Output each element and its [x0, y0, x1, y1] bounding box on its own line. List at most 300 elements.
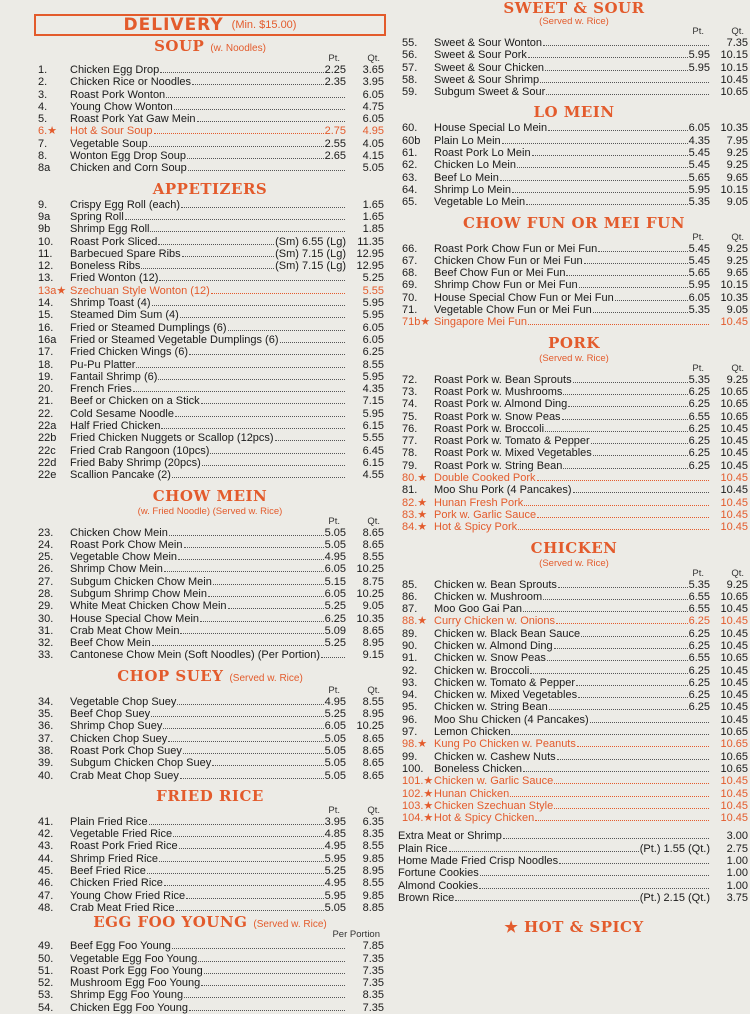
section-title: LO MEIN: [533, 103, 615, 122]
item-name: Roast Pork w. String Bean: [434, 459, 563, 472]
item-number: 97.: [402, 726, 418, 739]
item-price-quart: 7.35: [726, 37, 748, 49]
item-name: Chicken w. Bean Sprouts: [434, 578, 557, 591]
section-title: SOUP: [154, 37, 205, 55]
item-number: 92.: [402, 664, 418, 677]
menu-item-row: [34, 371, 386, 383]
item-number: 40.: [38, 769, 54, 782]
item-number: 29.: [38, 600, 54, 613]
item-price-quart: 10.15: [720, 183, 748, 196]
item-number: 57.: [402, 61, 418, 74]
item-price-quart: 10.45: [720, 639, 748, 652]
item-name: House Special Chow Fun or Mei Fun: [434, 291, 614, 304]
dot-leader: [548, 123, 687, 131]
section-title: FRIED RICE: [156, 786, 264, 805]
item-price-quart: 10.65: [720, 410, 748, 423]
item-name: House Special Lo Mein: [434, 122, 548, 135]
item-number: 67.: [402, 254, 418, 267]
price-column-headers: [398, 233, 750, 243]
section-lo-mein: [398, 102, 750, 208]
item-name: Roast Pork Chow Mein: [70, 538, 183, 551]
item-price-quart: 6.15: [362, 456, 384, 469]
section-note: (w. Fried Noodle) (Served w. Rice): [137, 505, 283, 517]
item-price-quart: 6.45: [362, 444, 384, 457]
menu-item-row: [34, 877, 386, 889]
item-name: Young Chow Wonton: [70, 100, 173, 113]
item-number: 27.: [38, 575, 54, 588]
item-number: 65.: [402, 196, 418, 209]
section-heading: [398, 213, 750, 233]
dot-leader: [181, 200, 345, 208]
item-name: Fried Crab Rangoon (10pcs): [70, 444, 210, 457]
item-price-quart: 6.35: [362, 815, 384, 828]
menu-item-row: [34, 125, 386, 137]
item-name: Shrimp Chow Mein: [70, 563, 163, 576]
item-name: Chicken and Corn Soup: [70, 162, 187, 175]
item-price-quart: 10.35: [720, 122, 748, 135]
menu-item-row: [34, 346, 386, 358]
item-number: 35.: [38, 708, 54, 721]
item-name: Shrimp Chop Suey: [70, 720, 163, 733]
item-name: Scallion Pancake (2): [70, 469, 171, 482]
item-number: 9.: [38, 198, 48, 211]
item-price-quart: 4.05: [362, 137, 384, 150]
item-price-quart: 8.65: [362, 624, 384, 637]
item-number: 89.: [402, 627, 418, 640]
item-name: Cold Sesame Noodle: [70, 407, 174, 420]
menu-item-row: [34, 89, 386, 101]
item-name: Moo Shu Pork (4 Pancakes): [434, 484, 572, 497]
dot-leader: [578, 690, 687, 698]
section-note: (Served w. Rice): [229, 672, 303, 684]
item-price-quart: 10.45: [720, 713, 748, 726]
menu-item-row: [398, 738, 750, 750]
menu-item-row: [34, 260, 386, 272]
menu-column-left: [34, 14, 386, 1014]
item-price-quart: 8.55: [362, 358, 384, 371]
item-price-quart: 8.65: [362, 757, 384, 770]
item-number: 24.: [38, 538, 54, 551]
item-number: 76.: [402, 422, 418, 435]
item-number: 8a: [38, 162, 51, 175]
item-name: Almond Cookies: [398, 879, 479, 892]
menu-item-row: [34, 272, 386, 284]
item-name: Roast Pork w. Mixed Vegetables: [434, 447, 592, 460]
item-name: Hot & Spicy Pork: [434, 521, 518, 534]
item-number: 87.: [402, 603, 418, 616]
item-price-quart: 10.45: [720, 812, 748, 825]
dot-leader: [174, 102, 345, 110]
item-price-quart: 7.35: [362, 1001, 384, 1014]
item-number: 22a: [38, 420, 57, 433]
item-name: Mushroom Egg Foo Young: [70, 977, 201, 990]
item-price-quart: 11.35: [357, 235, 384, 248]
item-name: Hunan Fresh Pork: [434, 496, 524, 509]
menu-item-row: [34, 101, 386, 113]
item-price-quart: 7.85: [362, 940, 384, 953]
dot-leader: [212, 758, 323, 766]
menu-item-row: [34, 199, 386, 211]
item-price-quart: 2.75: [726, 842, 748, 855]
menu-item-row: [398, 484, 750, 496]
dot-leader: [179, 841, 324, 849]
section-title: APPETIZERS: [152, 179, 268, 198]
dot-leader: [615, 293, 688, 301]
menu-item-row: [34, 457, 386, 469]
dot-leader: [591, 436, 688, 444]
menu-item-row: [398, 386, 750, 398]
menu-item-row: [34, 1002, 386, 1014]
dot-leader: [186, 891, 323, 899]
dot-leader: [545, 63, 688, 71]
section-heading: [398, 333, 750, 353]
menu-item-row: [398, 843, 750, 855]
item-number: 51.: [38, 964, 54, 977]
item-price-quart: 5.95: [362, 407, 384, 420]
item-price-quart: 9.65: [726, 267, 748, 280]
item-name: Roast Pork Fried Rice: [70, 840, 178, 853]
menu-item-row: [398, 628, 750, 640]
menu-item-row: [398, 304, 750, 316]
item-number: 62.: [402, 159, 418, 172]
header-pint: Pt.: [328, 515, 340, 527]
item-price-pint: 4.95: [324, 551, 346, 564]
menu-item-row: [398, 652, 750, 664]
section-note: (Served w. Rice): [539, 352, 609, 364]
item-name: Chicken Chop Suey: [70, 732, 168, 745]
item-number: 33.: [38, 649, 54, 662]
dot-leader: [172, 470, 345, 478]
dot-leader: [204, 966, 345, 974]
item-name: Cantonese Chow Mein (Soft Noodles) (Per Portion): [70, 649, 321, 662]
header-pint: Pt.: [692, 362, 704, 374]
item-name: Chicken Rice or Noodles: [70, 76, 192, 89]
item-price-quart: 10.45: [720, 447, 748, 460]
item-price-pint: 5.09: [324, 624, 346, 637]
item-price-quart: 10.25: [356, 587, 384, 600]
item-name: Roast Pork w. Mushrooms: [434, 385, 563, 398]
item-number: 91.: [402, 652, 418, 665]
section-title: CHOW MEIN: [152, 486, 268, 505]
item-price-quart: 9.85: [362, 889, 384, 902]
item-name: Beef Egg Foo Young: [70, 940, 171, 953]
item-price-quart: 10.45: [720, 496, 748, 509]
menu-item-row: [34, 383, 386, 395]
item-number: 44.: [38, 852, 54, 865]
header-quart: Qt.: [367, 53, 380, 64]
dot-leader: [549, 702, 688, 710]
menu-item-row: [34, 297, 386, 309]
dot-leader: [321, 650, 345, 658]
dot-leader: [503, 831, 709, 839]
dot-leader: [141, 261, 274, 269]
dot-leader: [524, 498, 709, 506]
dot-leader: [275, 433, 345, 441]
item-price-quart: 7.35: [362, 964, 384, 977]
item-number: 99.: [402, 750, 418, 763]
section-note: (Served w. Rice): [539, 557, 609, 569]
item-name: Chicken w. Broccoli: [434, 664, 530, 677]
item-price-quart: 6.15: [362, 420, 384, 433]
menu-item-row: [398, 374, 750, 386]
menu-item-row: [398, 497, 750, 509]
dot-leader: [598, 244, 687, 252]
menu-item-row: [34, 162, 386, 174]
item-name: Hunan Chicken: [434, 787, 510, 800]
item-number: 7.: [38, 137, 48, 150]
dot-leader: [559, 856, 709, 864]
dot-leader: [532, 148, 688, 156]
dot-leader: [566, 268, 687, 276]
dot-leader: [523, 604, 688, 612]
item-number: 64.: [402, 183, 418, 196]
dot-leader: [158, 372, 345, 380]
section-chop-suey: [34, 666, 386, 782]
item-price-quart: 4.15: [362, 150, 384, 163]
item-number: 101.★: [402, 775, 434, 788]
item-price-pint: 6.05: [324, 563, 346, 576]
item-price-pint: 6.25: [688, 689, 710, 702]
item-number: 16a: [38, 333, 57, 346]
item-price-pint: 4.95: [324, 695, 346, 708]
item-price-quart: 10.45: [720, 787, 748, 800]
header-pint: Pt.: [692, 231, 704, 243]
header-portion: Per Portion: [332, 929, 380, 941]
dot-leader: [502, 136, 688, 144]
item-price-quart: 10.45: [720, 472, 748, 485]
item-price-pint: 6.25: [688, 422, 710, 435]
item-price-quart: 9.25: [726, 159, 748, 172]
dot-leader: [581, 629, 687, 637]
menu-item-row: [34, 309, 386, 321]
item-name: Wonton Egg Drop Soup: [70, 150, 186, 163]
dot-leader: [189, 347, 345, 355]
item-price-quart: 1.00: [726, 855, 748, 868]
item-price-quart: 9.25: [726, 254, 748, 267]
item-name: Fried or Steamed Dumplings (6): [70, 321, 227, 334]
section-heading: [34, 914, 386, 930]
item-price-quart: 9.15: [362, 649, 384, 662]
dot-leader: [518, 522, 709, 530]
dot-leader: [280, 335, 346, 343]
item-name: French Fries: [70, 383, 132, 396]
item-price-quart: 10.45: [720, 459, 748, 472]
dot-leader: [537, 510, 709, 518]
menu-item-row: [398, 135, 750, 147]
item-price-quart: 9.05: [726, 304, 748, 317]
item-number: 22.: [38, 407, 54, 420]
menu-item-row: [34, 150, 386, 162]
dot-leader: [150, 224, 345, 232]
menu-item-row: [398, 460, 750, 472]
menu-item-row: [34, 236, 386, 248]
item-number: 1.: [38, 64, 48, 76]
item-number: 102.★: [402, 787, 434, 800]
menu-item-row: [34, 853, 386, 865]
dot-leader: [192, 77, 324, 85]
item-price-pint: (Sm) 6.55 (Lg): [275, 235, 346, 248]
menu-item-row: [34, 733, 386, 745]
menu-item-row: [34, 576, 386, 588]
item-price-quart: 10.15: [720, 279, 748, 292]
item-name: Fortune Cookies: [398, 867, 479, 880]
menu-column-right: [398, 0, 750, 936]
item-name: Fried Chicken Nuggets or Scallop (12pcs): [70, 432, 274, 445]
item-price-quart: 10.65: [720, 652, 748, 665]
item-number: 26.: [38, 563, 54, 576]
item-name: Shrimp Fried Rice: [70, 852, 159, 865]
item-price-quart: 9.65: [726, 171, 748, 184]
item-price-pint: 5.35: [688, 578, 710, 591]
dot-leader: [577, 739, 709, 747]
dot-leader: [182, 249, 274, 257]
item-name: Fried Baby Shrimp (20pcs): [70, 456, 201, 469]
menu-item-row: [34, 757, 386, 769]
price-column-headers: [398, 364, 750, 374]
item-name: Crispy Egg Roll (each): [70, 198, 181, 211]
section-sweet-sour: [398, 0, 750, 98]
menu-item-row: [398, 615, 750, 627]
menu-item-row: [34, 64, 386, 76]
item-price-quart: 7.15: [362, 395, 384, 408]
item-name: Beef Chow Fun or Mei Fun: [434, 267, 566, 280]
dot-leader: [211, 286, 345, 294]
section-title: CHOW FUN OR MEI FUN: [463, 213, 685, 232]
dot-leader: [540, 75, 709, 83]
menu-item-row: [398, 603, 750, 615]
menu-item-row: [398, 316, 750, 328]
dot-leader: [164, 878, 324, 886]
item-price-pint: 4.95: [324, 840, 346, 853]
item-price-pint: 3.95: [324, 815, 346, 828]
menu-item-row: [398, 172, 750, 184]
menu-item-row: [34, 953, 386, 965]
menu-item-row: [398, 880, 750, 892]
dot-leader: [562, 412, 688, 420]
item-price-quart: 8.55: [362, 877, 384, 890]
item-name: Beef Chop Suey: [70, 708, 151, 721]
dot-leader: [593, 448, 688, 456]
price-column-headers: [398, 569, 750, 579]
item-name: Chicken w. Almond Ding: [434, 639, 553, 652]
menu-item-row: [398, 184, 750, 196]
item-price-quart: 9.25: [726, 147, 748, 160]
item-price-pint: (Sm) 7.15 (Lg): [275, 260, 346, 273]
item-name: Singapore Mei Fun: [434, 316, 527, 329]
header-pint: Pt.: [692, 567, 704, 579]
menu-item-row: [398, 855, 750, 867]
item-price-pint: 6.25: [688, 447, 710, 460]
dot-leader: [166, 90, 345, 98]
item-number: 58.: [402, 73, 418, 86]
menu-item-row: [34, 770, 386, 782]
section-heading: [34, 786, 386, 806]
section-note: (w. Noodles): [210, 43, 266, 54]
section-heading: [34, 486, 386, 506]
item-number: 10.: [38, 235, 54, 248]
item-price-quart: 8.75: [362, 575, 384, 588]
item-number: 16.: [38, 321, 54, 334]
header-quart: Qt.: [731, 26, 744, 37]
dot-leader: [528, 317, 709, 325]
menu-item-row: [34, 720, 386, 732]
item-name: Subgum Shrimp Chow Mein: [70, 587, 207, 600]
item-price-quart: 8.55: [362, 695, 384, 708]
dot-leader: [172, 941, 345, 949]
menu-item-row: [398, 714, 750, 726]
menu-item-row: [398, 159, 750, 171]
item-name: Subgum Sweet & Sour: [434, 86, 546, 99]
item-name: Sweet & Sour Chicken: [434, 61, 545, 74]
menu-item-row: [34, 649, 386, 661]
item-price-quart: 8.95: [362, 865, 384, 878]
item-price-pint: 5.05: [324, 744, 346, 757]
dot-leader: [188, 163, 345, 171]
item-price-pint: 5.95: [324, 889, 346, 902]
dot-leader: [151, 709, 323, 717]
menu-item-row: [398, 86, 750, 98]
item-name: Double Cooked Pork: [434, 472, 536, 485]
item-number: 14.: [38, 297, 54, 310]
menu-item-row: [34, 816, 386, 828]
menu-item-row: [398, 62, 750, 74]
item-number: 48.: [38, 901, 54, 914]
item-price-pint: 2.25: [324, 64, 346, 76]
item-name: Subgum Chicken Chop Suey: [70, 757, 212, 770]
dot-leader: [198, 954, 345, 962]
menu-item-row: [34, 539, 386, 551]
section-soup: [34, 38, 386, 175]
item-price-quart: 10.65: [720, 86, 748, 99]
item-price-quart: 4.35: [362, 383, 384, 396]
menu-item-row: [398, 122, 750, 134]
dot-leader: [152, 298, 346, 306]
item-price-quart: 8.65: [362, 732, 384, 745]
item-price-quart: 4.75: [362, 100, 384, 113]
item-price-pint: 2.35: [324, 76, 346, 89]
item-name: Crab Meat Chop Suey: [70, 769, 179, 782]
item-name: Pu-Pu Platter: [70, 358, 136, 371]
menu-item-row: [398, 521, 750, 533]
item-name: Fantail Shrimp (6): [70, 370, 158, 383]
item-name: Sweet & Sour Shrimp: [434, 73, 540, 86]
price-column-headers: [34, 517, 386, 527]
item-number: 94.: [402, 689, 418, 702]
item-name: Shrimp Lo Mein: [434, 183, 512, 196]
menu-item-row: [398, 509, 750, 521]
item-name: Half Fried Chicken: [70, 420, 161, 433]
item-name: Chicken w. String Bean: [434, 701, 548, 714]
item-price-pint: 5.15: [324, 575, 346, 588]
item-price-quart: 7.95: [726, 134, 748, 147]
dot-leader: [543, 38, 709, 46]
item-name: Chicken w. Mushroom: [434, 590, 543, 603]
item-name: Hot & Sour Soup: [70, 125, 153, 138]
item-number: 66.: [402, 242, 418, 255]
item-number: 11.: [38, 247, 53, 260]
item-price-quart: 8.95: [362, 637, 384, 650]
dot-leader: [479, 881, 709, 889]
dot-leader: [530, 666, 687, 674]
item-price-pint: 5.05: [324, 757, 346, 770]
menu-item-row: [34, 588, 386, 600]
header-quart: Qt.: [367, 804, 380, 816]
dot-leader: [147, 866, 324, 874]
menu-item-row: [398, 196, 750, 208]
item-number: 81.: [402, 484, 418, 497]
dot-leader: [154, 126, 324, 134]
item-price-quart: 8.35: [362, 828, 384, 841]
